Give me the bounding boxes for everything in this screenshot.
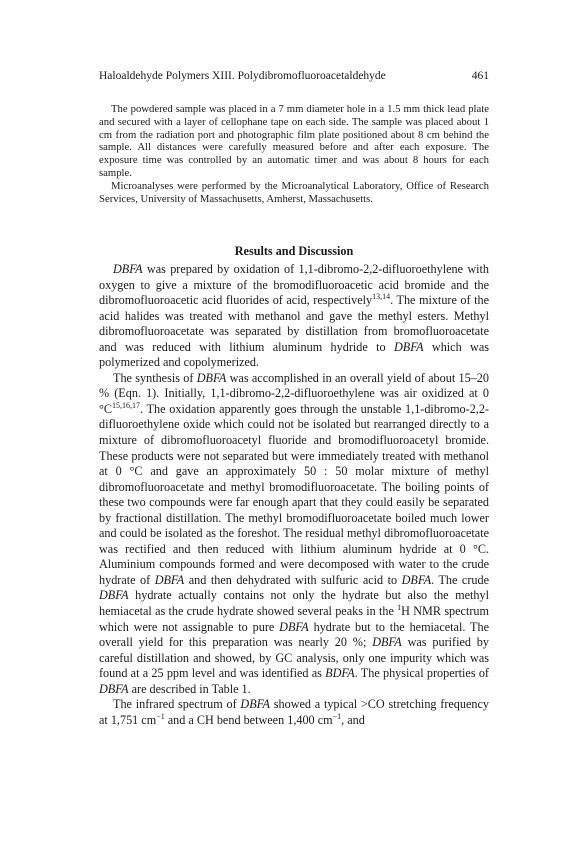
text-run: . The oxidation apparently goes through the unstable 1,1-dibromo-2,2-difluoroethylene oxide which could not be isolated but rearranged directly to a mixture of dibromofluoroacetyl fluoride and bromodifluoroacetyl bromide. These products were not separated but were immediately treated with methanol at 0 °C and gave an approximately 50 : 50 molar mixture of methyl dibromofluoroacetate and methyl bromodifluoroacetate. The boiling points of these two compounds were far enough apart that they could easily be separated by fractional distillation. The methyl bromodifluoroacetate boiled much lower and could be isolated as the foreshot. The residual methyl dibromofluoroacetate was rectified and then reduced with lithium aluminum hydride at 0 °C. Aluminium compounds formed and were decomposed with water to the crude hydrate of: [99, 401, 489, 587]
text-run: hydrate but to the hemiacetal. The overall yield for this preparation was nearly 20 %;: [99, 619, 489, 650]
text-run: The synthesis of: [113, 370, 197, 385]
text-run: and a CH bend between 1,400 cm: [164, 712, 333, 727]
compound-abbreviation: DBFA: [240, 697, 270, 712]
text-run: was purified by careful distillation and showed, by GC analysis, only one impurity which was found at a 25 ppm level and was identified as: [99, 635, 489, 681]
text-run: are described in Table 1.: [128, 681, 251, 696]
text-run: was prepared by oxidation of 1,1-dibromo-2,2-difluoroethylene with oxygen to give a mixture of the bromodifluoroacetic acid bromide and the dibromofluoroacetic acid fluorides of acid, respectively: [99, 262, 489, 308]
results-body: [99, 262, 489, 728]
page-number: 461: [471, 70, 489, 82]
text-run: which was polymerized and copolymerized.: [99, 339, 489, 370]
compound-abbreviation: DBFA: [279, 619, 309, 634]
results-paragraph: [99, 371, 489, 697]
text-run: was accomplished in an overall yield of about 15–20 % (Eqn. 1). Initially, 1,1-dibromo-2,2-difluoroethylene was air oxidized at 0 °C: [99, 370, 489, 416]
running-header: [99, 70, 489, 86]
compound-abbreviation: DBFA: [154, 572, 185, 587]
superscript: 15,16,17: [112, 400, 141, 410]
compound-abbreviation: BDFA: [325, 666, 355, 681]
methods-paragraph-microanalysis: Microanalyses were performed by the Microanalytical Laboratory, Office of Research Services, University of Massachusetts, Amherst, Massachusetts.: [99, 179, 489, 205]
compound-abbreviation: DBFA: [401, 572, 432, 587]
text-run: , and: [341, 712, 365, 727]
compound-abbreviation: DBFA: [113, 262, 143, 276]
text-run: hydrate actually contains not only the hydrate but also the methyl hemiacetal as the crude hydrate showed several peaks in the: [99, 588, 489, 619]
text-run: . The physical properties of: [354, 666, 489, 681]
compound-abbreviation: DBFA: [393, 339, 424, 354]
text-run: The infrared spectrum of: [113, 697, 241, 712]
text-run: and then dehydrated with sulfuric acid to: [184, 572, 402, 587]
compound-abbreviation: DBFA: [99, 588, 129, 603]
running-title: Haloaldehyde Polymers XIII. Polydibromofluoroacetaldehyde: [99, 70, 386, 82]
text-run: showed a typical >CO stretching frequency at 1,751 cm: [99, 697, 489, 727]
superscript: −1: [156, 711, 165, 721]
methods-section: [99, 103, 489, 205]
methods-paragraph-xray: The powdered sample was placed in a 7 mm diameter hole in a 1.5 mm thick lead plate and secured with a layer of cellophane tape on each side. The sample was placed about 1 cm from the radiation port and photographic film plate positioned about 8 cm behind the sample. All distances were carefully measured before and after each exposure. The exposure time was controlled by an automatic timer and was about 8 hours for each sample.: [99, 103, 489, 179]
text-run: H NMR spectrum which were not assignable to pure: [99, 604, 489, 634]
compound-abbreviation: DBFA: [372, 635, 402, 650]
text-run: . The mixture of the acid halides was treated with methanol and gave the methyl esters. Methyl dibromofluoroacetate was separated by distillation from bromofluoroacetate and was reduced with lithium aluminum hydride to: [99, 293, 489, 354]
superscript: 1: [397, 602, 402, 612]
section-heading: Results and Discussion: [234, 244, 354, 258]
superscript: −1: [332, 711, 342, 721]
superscript: 13,14: [372, 292, 391, 302]
compound-abbreviation: DBFA: [99, 681, 129, 696]
compound-abbreviation: DBFA: [196, 370, 227, 385]
results-paragraph: [99, 697, 489, 728]
text-run: . The crude: [431, 572, 489, 587]
results-paragraph: [99, 262, 489, 371]
